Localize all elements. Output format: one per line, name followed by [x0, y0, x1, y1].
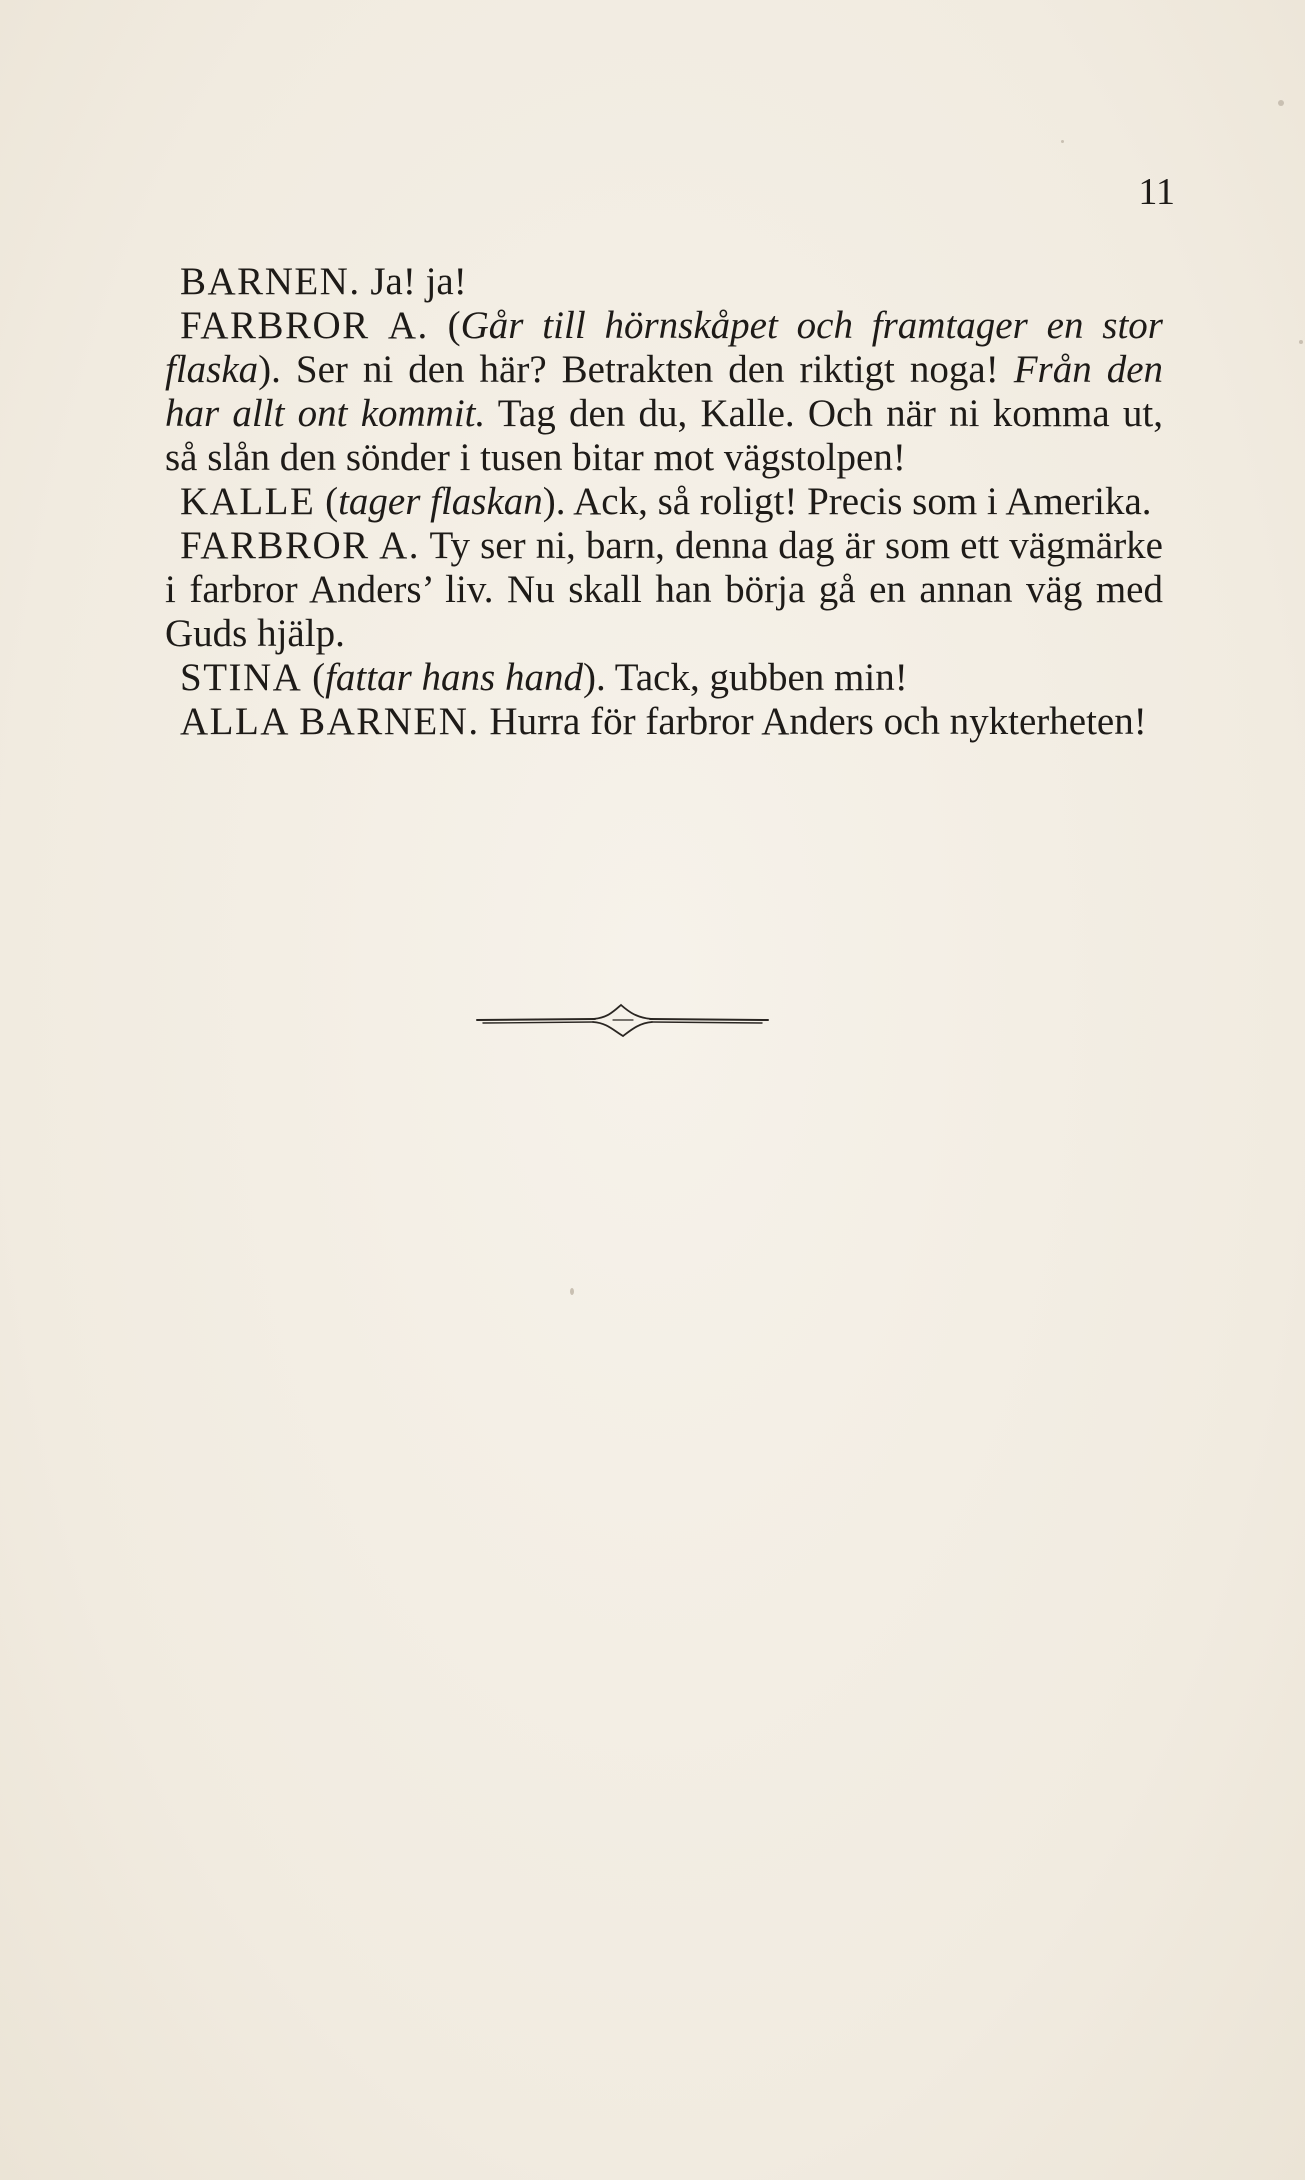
spoken-text: Ja! ja!: [360, 260, 467, 303]
dialogue-line: [165, 700, 1163, 744]
emphasis-text: Från den har allt ont kommit.: [165, 348, 1163, 435]
spoken-text: Tag den du, Kalle. Och när ni komma ut, så slån den sönder i tusen bitar mot vägstolpen!: [165, 392, 1163, 479]
speaker-name: FARBROR A.: [180, 304, 429, 347]
spoken-text: ). Ack, så roligt! Precis som i Amerika.: [542, 480, 1152, 523]
spoken-text: Ty ser ni, barn, denna dag är som ett vägmärke i farbror Anders’ liv. Nu skall han börja gå en annan väg med Guds hjälp.: [165, 524, 1163, 655]
dialogue-line: [165, 304, 1163, 480]
paper-speck: [1278, 100, 1284, 106]
dialogue-text: [165, 260, 1163, 744]
spoken-text: (: [302, 656, 326, 699]
spoken-text: ). Tack, gubben min!: [582, 656, 908, 699]
speaker-name: BARNEN.: [180, 260, 361, 303]
paper-speck: [570, 1288, 574, 1295]
speaker-name: ALLA BARNEN.: [180, 700, 480, 743]
dialogue-line: [165, 480, 1163, 524]
dialogue-line: [165, 524, 1163, 656]
ornamental-rule-icon: [475, 1000, 770, 1040]
speaker-name: FARBROR A.: [180, 524, 421, 567]
paper-speck: [1299, 340, 1303, 344]
stage-direction: Går till hörnskåpet och framtager en stor flaska: [165, 304, 1163, 391]
paper-speck: [1061, 140, 1064, 143]
dialogue-line: [165, 656, 1163, 700]
spoken-text: (: [315, 480, 339, 523]
spoken-text: Hurra för farbror Anders och nykterheten!: [479, 700, 1147, 743]
dialogue-line: [165, 260, 1163, 304]
speaker-name: KALLE: [180, 480, 316, 523]
spoken-text: ). Ser ni den här? Betrakten den riktigt noga!: [258, 348, 1014, 391]
stage-direction: fattar hans hand: [325, 656, 583, 699]
stage-direction: tager flaskan: [338, 480, 543, 523]
page-number: 11: [1138, 171, 1175, 213]
spoken-text: (: [428, 304, 461, 347]
speaker-name: STINA: [180, 656, 303, 699]
